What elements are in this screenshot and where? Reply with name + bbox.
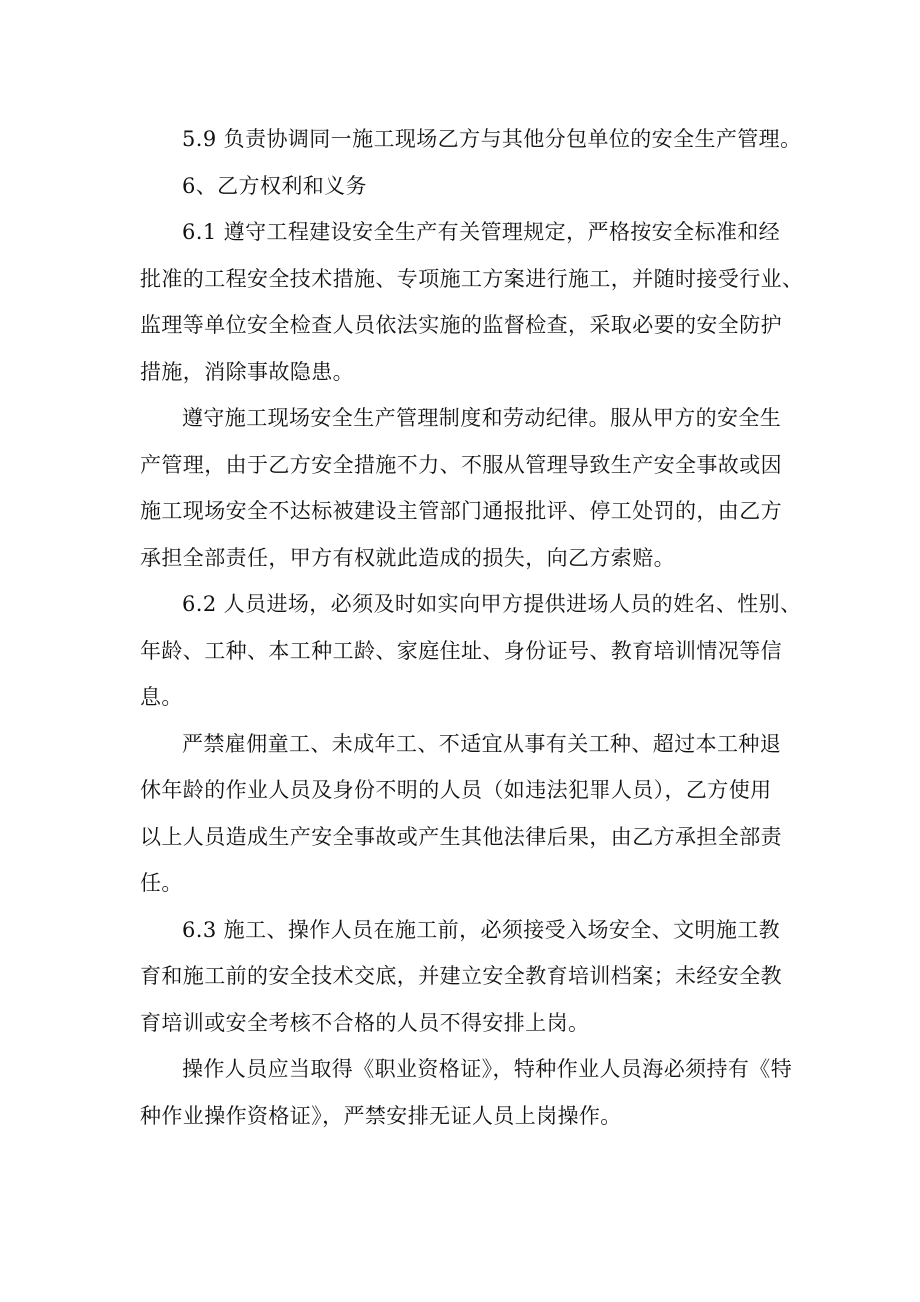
text-line: 育和施工前的安全技术交底，并建立安全教育培训档案；未经安全教 <box>140 964 782 988</box>
text-line: 批准的工程安全技术措施、专项施工方案进行施工，并随时接受行业、 <box>140 266 804 291</box>
paragraph-6-3 <box>140 907 780 1047</box>
text-line: 承担全部责任，甲方有权就此造成的损失，向乙方索赔。 <box>140 545 675 570</box>
text-line: 遵守施工现场安全生产管理制度和劳动纪律。服从甲方的安全生 <box>182 406 782 430</box>
text-line: 6.3 施工、操作人员在施工前，必须接受入场安全、文明施工教 <box>182 917 781 942</box>
section-heading-6 <box>140 163 780 210</box>
paragraph-6-3-continued <box>140 1046 793 1139</box>
text-line: 施工现场安全不达标被建设主管部门通报批评、停工处罚的，由乙方 <box>140 499 782 523</box>
text-line: 操作人员应当取得《职业资格证》，特种作业人员海必须持有《特 <box>182 1057 793 1081</box>
paragraph-6-1-continued <box>140 395 780 581</box>
text-line: 育培训或安全考核不合格的人员不得安排上岗。 <box>140 1010 590 1035</box>
text-line: 措施，消除事故隐患。 <box>140 359 354 384</box>
paragraph-6-2 <box>140 581 802 721</box>
paragraph-6-1 <box>140 209 804 395</box>
text-line: 任。 <box>140 871 183 895</box>
document-body <box>140 116 804 1139</box>
text-line: 6.2 人员进场，必须及时如实向甲方提供进场人员的姓名、性别、 <box>182 592 802 616</box>
paragraph-5-9 <box>140 116 802 163</box>
text-line: 5.9 负责协调同一施工现场乙方与其他分包单位的安全生产管理。 <box>182 127 802 151</box>
text-line: 休年龄的作业人员及身份不明的人员（如违法犯罪人员），乙方使用 <box>140 778 772 802</box>
text-line: 产管理，由于乙方安全措施不力、不服从管理导致生产安全事故或因 <box>140 452 782 477</box>
paragraph-6-2-continued <box>140 721 780 907</box>
text-line: 6、乙方权利和义务 <box>182 173 367 198</box>
text-line: 种作业操作资格证》，严禁安排无证人员上岗操作。 <box>140 1103 622 1128</box>
text-line: 息。 <box>140 685 183 709</box>
text-line: 以上人员造成生产安全事故或产生其他法律后果，由乙方承担全部责 <box>140 824 782 849</box>
text-line: 监理等单位安全检查人员依法实施的监督检查，采取必要的安全防护 <box>140 313 782 337</box>
text-line: 年龄、工种、本工种工龄、家庭住址、身份证号、教育培训情况等信 <box>140 638 782 663</box>
text-line: 严禁雇佣童工、未成年工、不适宜从事有关工种、超过本工种退 <box>182 731 782 756</box>
text-line: 6.1 遵守工程建设安全生产有关管理规定，严格按安全标准和经 <box>182 220 781 244</box>
